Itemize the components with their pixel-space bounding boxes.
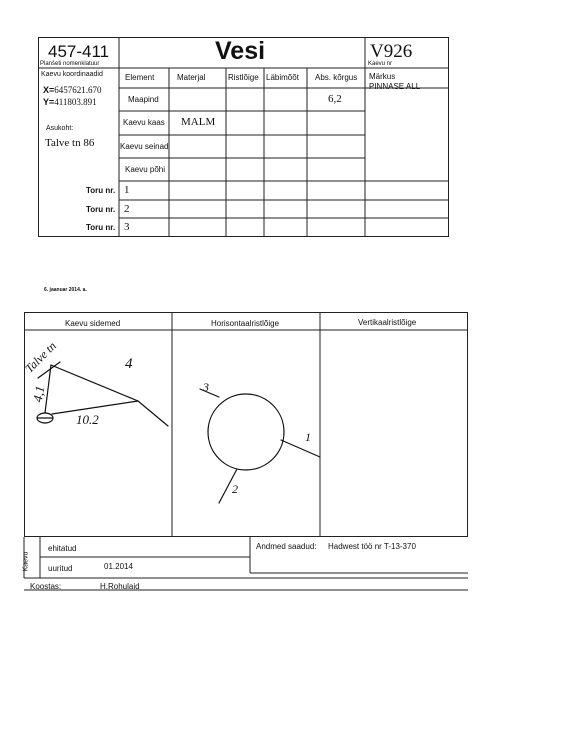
row-abs-ground: 6,2 [328,93,342,105]
row-element-walls: Kaevu seinad [120,142,169,151]
sketch-col-connections: Kaevu sidemed [65,319,121,328]
author-label: Koostas: [30,582,62,591]
location-label: Asukoht: [46,125,74,132]
well-number: V926 [370,41,413,62]
row-material-lid: MALM [181,116,216,128]
document-date: 6. jaanuar 2014. a. [44,287,87,293]
col-header-material: Materjal [177,73,206,82]
hand-length-4-1: 4,1 [29,384,48,404]
x-label: X= [43,85,55,95]
well-number-label: Kaevu nr [368,61,393,67]
col-header-abs-height: Abs. kõrgus [315,73,358,82]
remarks-label: Märkus [369,72,396,81]
col-header-cross-section: Ristlõige [228,73,259,82]
sketch-col-horizontal: Horisontaalristlõige [211,319,280,328]
pipe-value-2: 2 [124,203,130,215]
pipe-label-2: Toru nr. [86,205,116,214]
y-value: 411803.891 [54,97,97,107]
pipe-label-1: Toru nr. [86,186,116,195]
hand-length-10-2: 10.2 [76,412,99,427]
col-header-diameter: Läbimõõt [266,73,299,82]
source-value: Hadwest töö nr T-13-370 [328,542,416,551]
surveyed-value: 01.2014 [104,562,133,571]
coordinates-label: Kaevu koordinaadid [41,71,103,78]
built-label: ehitatud [48,544,77,553]
plan-label: Planšeti nomenklatuur [40,61,100,67]
source-label: Andmed saadud: [256,542,317,551]
pipe-label-3: Toru nr. [86,223,116,232]
page-title: Vesi [215,37,266,65]
row-element-ground: Maapind [128,95,159,104]
row-element-bottom: Kaevu põhi [125,165,166,174]
location-value: Talve tn 86 [45,137,95,149]
y-label: Y= [43,97,55,107]
pipe-mark-3: 3 [203,380,209,394]
col-header-element: Element [125,73,155,82]
pipe-mark-2: 2 [232,482,238,496]
x-value: 6457621.670 [54,85,102,95]
sketch-col-vertical: Vertikaalristlõige [358,318,417,327]
hand-length-4: 4 [125,356,133,372]
row-element-lid: Kaevu kaas [123,118,165,127]
surveyed-label: uuritud [48,564,73,573]
pipe-value-1: 1 [124,184,130,196]
pipe-value-3: 3 [124,221,130,233]
author-value: H.Rohulaid [100,582,140,591]
remarks-value: PINNASE ALL [369,82,421,91]
hand-street-label: Talve tn [22,338,59,376]
plan-number: 457-411 [48,42,110,61]
footer-side-label: Kaevu [22,551,30,572]
pipe-mark-1: 1 [305,430,311,444]
